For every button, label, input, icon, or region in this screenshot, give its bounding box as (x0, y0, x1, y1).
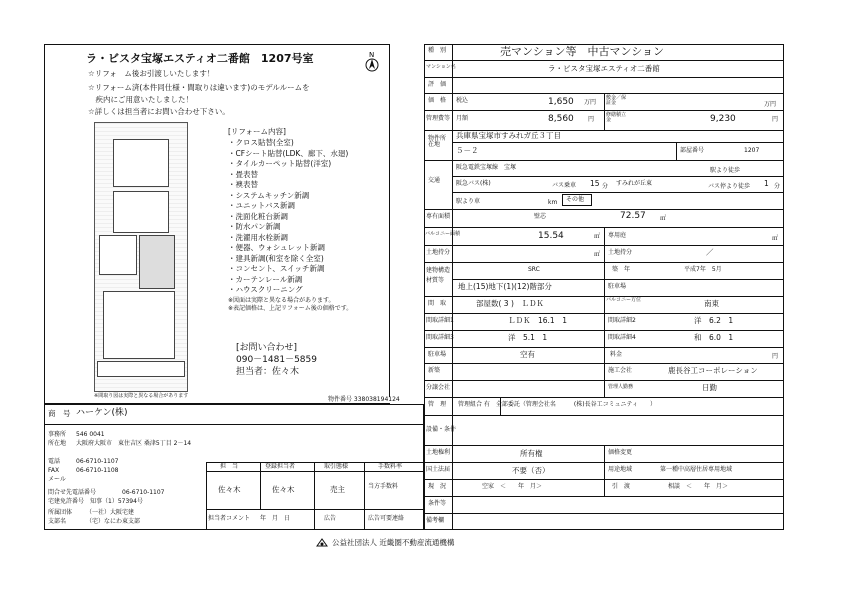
divider (424, 160, 784, 161)
plan-note: ※間取り図は実際と異なる場合があります (94, 393, 189, 399)
balcony-dir-label: バルコニー方位 (606, 297, 642, 303)
address-label: 所在地 (48, 440, 67, 447)
divider (452, 142, 784, 143)
detail3-label: 間取詳細3 (426, 334, 454, 341)
divider (604, 93, 605, 130)
built-label: 築 年 (612, 266, 631, 273)
remarks-label: 備考欄 (426, 517, 445, 524)
land-right: ／ (706, 248, 714, 257)
divider (424, 77, 784, 78)
location-label: 物件所在地 (428, 135, 447, 148)
zoning-label: 用途地域 (608, 466, 633, 473)
price-unit: 万円 (584, 99, 597, 106)
mgmt-value: 8,560 (548, 114, 574, 124)
deposit-unit: 万円 (764, 101, 777, 108)
staff-value: 佐々木 (272, 485, 295, 494)
mgmt-sub: 月額 (456, 115, 469, 122)
divider (424, 60, 784, 61)
bus-ride: バス乗車 (552, 182, 577, 189)
detail1-value: ＬＤＫ 16.1 1 (508, 316, 567, 325)
bus-walk: バス停より徒歩 (708, 183, 751, 190)
structure-label: 建物構造 (426, 267, 451, 274)
divider (676, 142, 677, 160)
svg-text:N: N (369, 51, 375, 59)
balcony-dir: 南東 (704, 299, 719, 308)
name-label: マンション名 (426, 64, 456, 70)
contact-phone: 090－1481－5859 (236, 355, 317, 365)
price-sub: 税込 (456, 97, 469, 104)
manage-value: 管理組合 有 全部委託（管理会社名 (株)長谷工コミュニティ ） (458, 401, 656, 408)
condition-label: 条件等 (428, 500, 447, 507)
floor-plan-room (139, 235, 175, 289)
floor-plan-room (99, 235, 137, 275)
current-value: 所有権 (520, 449, 543, 458)
area-value: 72.57 (620, 211, 646, 221)
divider (424, 513, 784, 514)
divider (364, 462, 365, 530)
area-sub: 壁芯 (534, 213, 547, 220)
detail4-label: 間取詳細4 (608, 334, 636, 341)
reform-item: ・便器、ウォシュレット新調 (228, 243, 325, 252)
reform-item: ・コンセント、スイッチ新調 (228, 264, 325, 273)
divider (314, 462, 315, 530)
floor-plan-room (113, 191, 169, 233)
seller-company-label: 管理人勤務 (608, 384, 634, 390)
eval-label: 評 価 (428, 81, 447, 88)
private-label: 専用庭 (608, 232, 627, 239)
private-unit: ㎡ (772, 235, 779, 242)
divider (452, 44, 453, 530)
divider (206, 509, 424, 510)
floor-plan-room (97, 361, 185, 377)
divider (424, 415, 784, 416)
reform-title: [リフォーム内容] (228, 127, 286, 136)
material-label: 材質等 (426, 277, 445, 284)
staff-value: 佐々木 (218, 485, 241, 494)
deposit-label: 敷金／保証金 (606, 95, 627, 106)
reform-item: ・クロス貼替(全室) (228, 138, 294, 147)
other-label: その他 (566, 196, 585, 203)
reform-item: ・建具新調(和室を除く全室) (228, 253, 324, 263)
car-unit: km (548, 199, 558, 206)
small-note-2: ※表記価格は、上記リフォーム後の価格です。 (228, 305, 353, 312)
land-right-label: 土地持分 (608, 249, 633, 256)
parking-label: 駐車場 (428, 351, 447, 358)
reform-item: ・CFシート貼替(LDK、廊下、水廻) (228, 148, 349, 158)
balcony-value: 15.54 (538, 231, 564, 241)
divider (452, 192, 784, 193)
divider (260, 462, 261, 509)
walk-label: 駅より徒歩 (710, 167, 741, 174)
transport-label: 交通 (428, 177, 441, 184)
compass-icon (364, 50, 380, 74)
car-label: 駅より車 (456, 198, 481, 205)
repair-label: 修繕積立金 (606, 112, 627, 123)
bus-min: 15 (590, 179, 600, 188)
bottom-label: 広告可要連絡 (368, 515, 405, 522)
floors-value: 地上(15)地下(1)(12)階部分 (458, 282, 552, 291)
balcony-unit: ㎡ (594, 233, 601, 240)
footer-logo-icon (316, 538, 328, 548)
mgmt-label: 管理費等 (426, 115, 451, 122)
bottom-date: 年 月 日 (260, 515, 291, 522)
bottom-label: 担当者コメント (208, 515, 251, 522)
ownership-label: 国土法届 (426, 466, 451, 473)
postal-code: 546 0041 (76, 431, 105, 438)
price-value: 1,650 (548, 97, 574, 107)
location-value: 兵庫県宝塚市すみれガ丘３丁目 (456, 131, 561, 140)
bus-walk-unit: 分 (774, 183, 781, 190)
reform-item: ・ユニットバス新調 (228, 201, 296, 210)
staff-value: 当方手数料 (368, 483, 399, 490)
reform-item: ・ハウスクリーニング (228, 285, 303, 294)
fax: 06-6710-1108 (76, 467, 119, 474)
bus-stop: すみれが丘東 (616, 180, 653, 187)
footer-text: 公益社団法人 近畿圏不動産流通機構 (332, 538, 455, 547)
facility-label: 設備・条件 (426, 426, 457, 433)
license-label: 宅建免許番号 (48, 498, 85, 505)
tel: 06-6710-1107 (76, 458, 119, 465)
fax-label: FAX (48, 467, 60, 474)
staff-header: 取引態様 (324, 463, 349, 470)
fee-label: 料金 (610, 351, 623, 358)
branch: （宅）なにわ東支部 (86, 518, 141, 525)
area-unit: ㎡ (660, 215, 667, 222)
staff-header: 登録担当者 (265, 463, 296, 470)
manage-label: 管 理 (428, 401, 447, 408)
divider (206, 471, 424, 472)
handover-label: 引 渡 (612, 483, 631, 490)
bus-min-unit: 分 (602, 183, 609, 190)
reform-item: ・畳表替 (228, 169, 258, 179)
trade-label: 商 号 (48, 409, 71, 418)
small-note-1: ※図面は実際と異なる場合があります。 (228, 297, 335, 304)
divider (44, 424, 424, 425)
trade-name: ハーケン(株) (76, 408, 128, 418)
contact-person: 担当者：佐々木 (236, 367, 300, 377)
divider (206, 462, 207, 530)
room-no: 1207 (744, 147, 760, 154)
staff-header: 担 当 (220, 463, 239, 470)
bottom-label: 広告 (324, 515, 337, 522)
divider (424, 496, 784, 497)
zoning-value: 第一種中高層住居専用地域 (660, 466, 733, 473)
note-3: 疾内にご用意いたしました！ (88, 95, 193, 104)
structure-value: SRC (528, 266, 540, 273)
reform-item: ・カーテンレール新調 (228, 274, 303, 284)
parking-sub-label: 駐車場 (608, 283, 627, 290)
contact-title: [お問い合わせ] (236, 343, 298, 353)
reform-item: ・襖表替 (228, 180, 258, 189)
repair-unit: 円 (772, 116, 779, 123)
note-4: ☆詳しくは担当者にお問い合わせ下さい。 (88, 107, 230, 116)
room-no-label: 部屋番号 (680, 147, 705, 154)
reform-item: ・タイルカーペット貼替(洋室) (228, 159, 332, 168)
license: 知事（1）57394号 (90, 498, 143, 505)
staff-header: 手数料率 (378, 463, 403, 470)
detail4-value: 和 6.0 1 (694, 333, 734, 342)
floor-plan (94, 122, 188, 392)
built-value: 平成7年 5月 (684, 266, 722, 273)
assoc-label: 所属団体 (48, 509, 73, 516)
reform-item: ・洗面化粧台新調 (228, 211, 288, 221)
note-2: ☆リフォーム済(本件同仕様・間取りは違います)のモデルルームを (88, 83, 310, 92)
floor-plan-room (103, 291, 175, 359)
inquiry-label: 問合せ先電話番号 (48, 489, 97, 496)
price-change-label: 価格変更 (608, 449, 633, 456)
handover-value: 相談 ＜ 年 月＞ (668, 483, 729, 490)
divider (424, 397, 784, 398)
status-label: 現 況 (428, 483, 447, 490)
reform-item: ・防水パン新調 (228, 222, 281, 231)
divider (604, 227, 605, 313)
reform-item: ・洗濯用水栓新調 (228, 232, 288, 242)
tel-label: 電話 (48, 458, 61, 465)
reform-item: ・システムキッチン新調 (228, 190, 310, 200)
address: 大阪府大阪市 東住吉区 桑津5丁目 2－14 (76, 440, 192, 447)
bus-label: 阪急バス(株) (456, 180, 491, 187)
land-label: 土地持分 (426, 249, 451, 256)
builder-company: 鹿長谷工コーポレーション (668, 366, 758, 375)
divider (604, 445, 605, 496)
price-label: 価 格 (428, 97, 447, 104)
mgmt-unit: 円 (588, 116, 595, 123)
layout-value: 部屋数( 3 ) ＬＤＫ (476, 299, 544, 308)
divider (452, 279, 784, 280)
line-value: 阪急電鉄宝塚線 宝塚 (456, 164, 517, 171)
detail3-value: 洋 5.1 1 (508, 333, 548, 342)
divider (604, 313, 605, 397)
fee-unit: 円 (772, 353, 779, 360)
repair-value: 9,230 (710, 114, 736, 124)
assoc: （一社）大阪宅建 (86, 509, 135, 516)
builder-company-label: 施工会社 (608, 367, 633, 374)
status-value: 空家 ＜ 年 月＞ (482, 483, 543, 490)
detail2-value: 洋 6.2 1 (694, 316, 734, 325)
office-label: 事務所 (48, 431, 67, 438)
property-kind: 売マンション等 中古マンション (500, 45, 665, 58)
branch-label: 支部名 (48, 518, 67, 525)
land-unit: ㎡ (594, 251, 601, 258)
area-label: 専有面積 (426, 213, 451, 220)
registration-number: 物件番号 338038194124 (328, 396, 400, 403)
inquiry-tel: 06-6710-1107 (122, 489, 165, 496)
detail1-label: 間取詳細1 (426, 317, 454, 324)
building-name: ラ・ビスタ宝塚エスティオ二番館 (548, 64, 660, 73)
layout-label: 間 取 (428, 300, 447, 307)
staff-value: 売主 (330, 485, 345, 494)
seller-label: 分譲会社 (426, 384, 451, 391)
divider (424, 209, 784, 210)
shinchiku-label: 新築 (428, 367, 441, 374)
balcony-label: バルコニー面積 (425, 231, 461, 237)
location-value-2: ５－２ (456, 146, 479, 155)
seller-company: 日勤 (702, 383, 717, 392)
note-1: ☆リフォ ム後お引渡しいたします！ (88, 69, 215, 78)
mail-label: メール (48, 476, 66, 483)
kind-label: 種 別 (428, 47, 447, 54)
detail2-label: 間取詳細2 (608, 317, 636, 324)
current-label: 土地権利 (426, 449, 451, 456)
property-title: ラ・ビスタ宝塚エスティオ二番館 1207号室 (86, 52, 314, 65)
bus-walk-min: 1 (764, 179, 769, 188)
ownership-value: 不要（否） (512, 466, 550, 475)
parking-value: 空有 (520, 350, 535, 359)
floor-plan-room (113, 139, 169, 187)
divider (452, 176, 784, 177)
